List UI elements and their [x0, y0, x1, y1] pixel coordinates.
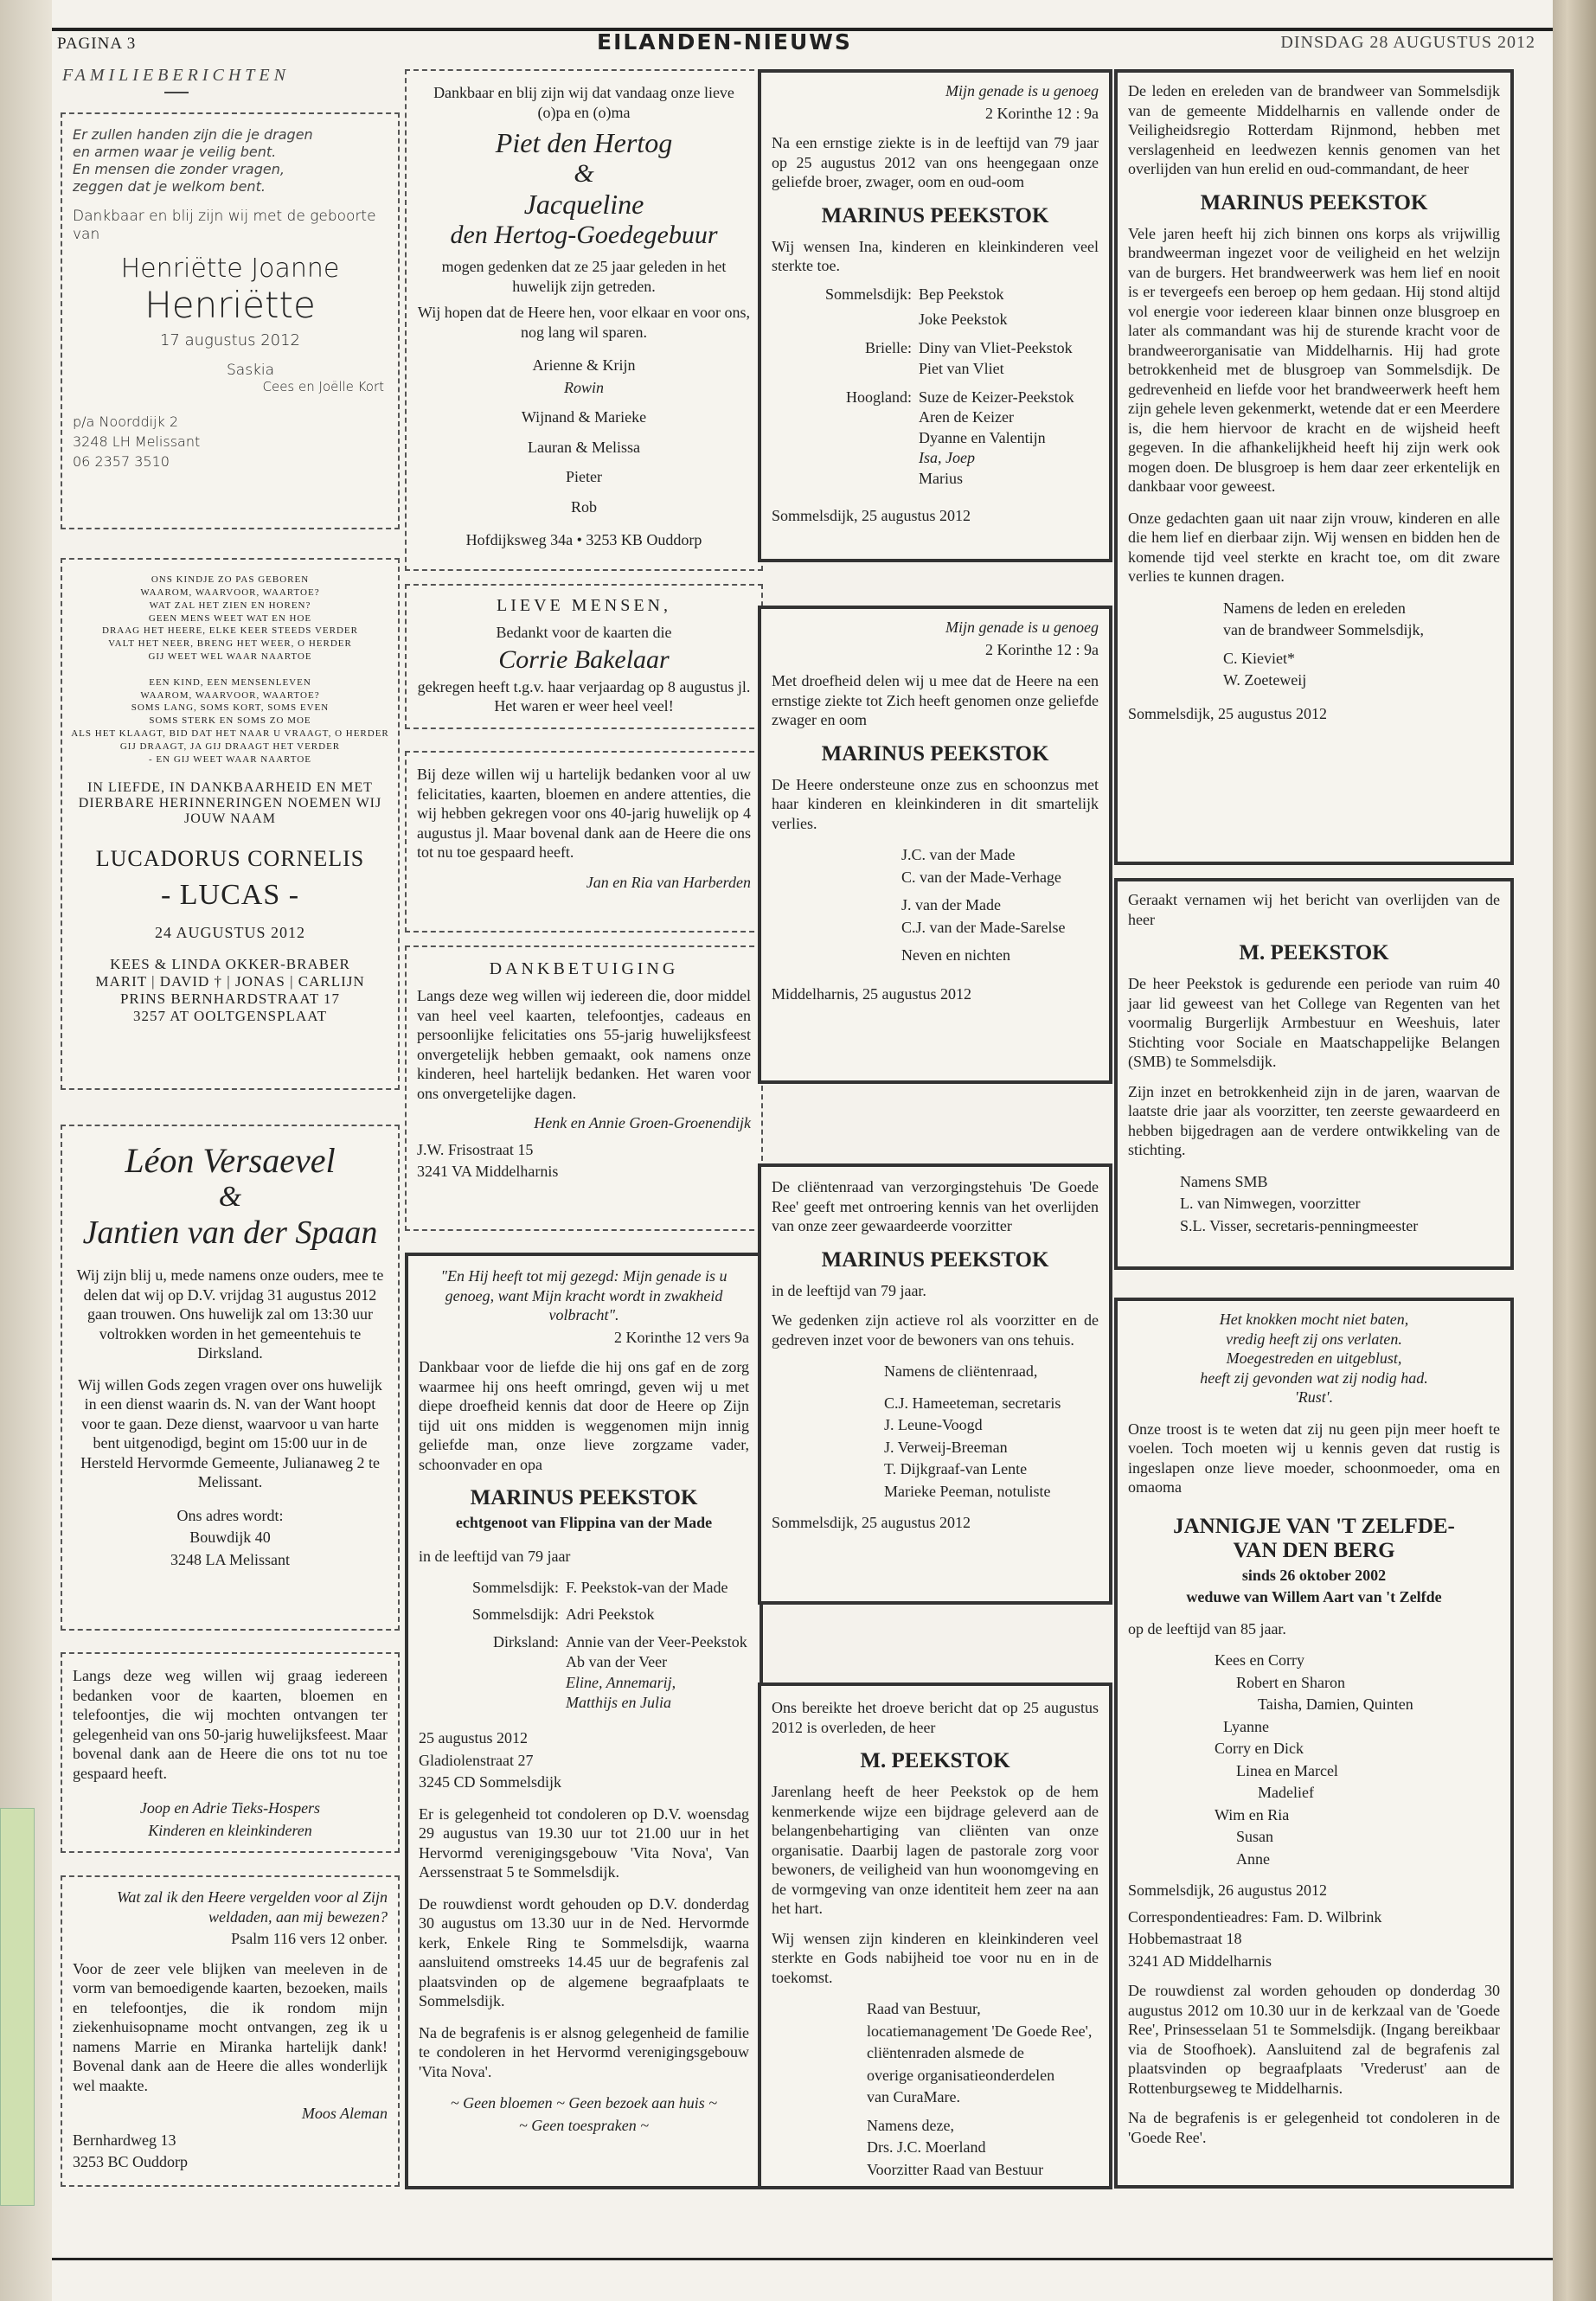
client-signer-3: J. Verweij-Breeman [884, 1438, 1008, 1456]
sibling-place-3: Hoogland: [846, 388, 912, 407]
family-closing-2: ~ Geen toespraken ~ [519, 2116, 649, 2134]
siblings-quote: Mijn genade is u genoeg [945, 82, 1099, 99]
aleman-signature: Moos Aleman [301, 2105, 388, 2122]
brandweer-text: De leden en ereleden van de brandweer van Sommelsdijk van de gemeente Middelharnis en vallende onder de Veiligheidsregio Rotterdam Rijnmond, hebben met verslagenheid en leedwezen kennis genomen van het overlijden van hun erelid en oud-commandant, de heer [1128, 82, 1500, 177]
harberden-text: Bij deze willen wij u hartelijk bedanken voor al uw felicitaties, kaarten, bloemen en andere attenties, die wij hebben gekregen voor ons 40-jarig huwelijk op 4 augustus jl. Maar bovenal dank aan de Heere die ons tot nu toe gespaard heeft. [417, 766, 751, 861]
bakelaar-text-1: Bedankt voor de kaarten die [496, 624, 672, 641]
family-address-1: Gladiolenstraat 27 [419, 1751, 534, 1769]
zelfde-name-2: VAN DEN BERG [1233, 1538, 1395, 1562]
relative-place-1: Sommelsdijk: [471, 1579, 559, 1596]
hertog-name-1: Piet den Hertog [495, 127, 673, 158]
aleman-address-2: 3253 BC Ouddorp [73, 2153, 189, 2170]
lucas-poem: ONS KINDJE ZO PAS GEBOREN WAAROM, WAARVOOR, WAARTOE? WAT ZAL HET ZIEN EN HOREN? GEEN MENS WEET WAT EN HOE DRAAG HET HEERE, ELKE KEER STEEDS VERDER VALT HET NEER, BRENG HET WEER, O HERDER GIJ WEET WEL WAAR NAARTOE EEN KIND, EEN MENSENLEVEN WAAROM, WAARVOOR, WAARTOE? SOMS LANG, SOMS KORT, SOMS EVEN SOMS STERK EN SOMS ZO MOE ALS HET KLAAGT, BID DAT HET NAAR U VRAAGT, O HERDER GIJ DRAAGT, JA GIJ DRAAGT HET VERDER - EN GIJ WEET WAAR NAARTOE [71, 574, 389, 765]
siblings-quote-ref: 2 Korinthe 12 : 9a [985, 104, 1099, 122]
birth-intro: Dankbaar en blij zijn wij met de geboorte van [73, 208, 376, 244]
family-spouse-line: echtgenoot van Flippina van der Made [455, 1514, 713, 1531]
aleman-quote-ref: Psalm 116 vers 12 onber. [231, 1930, 388, 1947]
family-condolence: Er is gelegenheid tot condoleren op D.V. woensdag 29 augustus van 19.30 uur tot 21.00 uur in het Hervormd verenigingsgebouw 'Vita Nova', Van Aerssenstraat 5 te Sommelsdijk. [419, 1804, 749, 1881]
brandweer-signer-3: C. Kieviet* [1223, 649, 1295, 667]
birth-date: 17 augustus 2012 [159, 330, 301, 349]
made-name-2: C. van der Made-Verhage [901, 868, 1061, 886]
family-age: in de leeftijd van 79 jaar [419, 1547, 571, 1565]
sibling-name-3b: Aren de Keizer [919, 408, 1014, 426]
siblings-text-2: Wij wensen Ina, kinderen en kleinkinderen veel sterkte toe. [772, 237, 1099, 274]
hertog-name-2: Jacqueline [523, 189, 644, 220]
hertog-text-2: Wij hopen dat de Heere hen, voor elkaar en voor ons, nog lang wil sparen. [417, 304, 751, 341]
bestuur-signer-6: Namens deze, [867, 2116, 954, 2134]
obituary-van-t-zelfde [1114, 1298, 1514, 2189]
sibling-name-1: Bep Peekstok [919, 285, 1004, 303]
zelfde-family-4: Lyanne [1223, 1717, 1269, 1735]
hertog-family-3: Lauran & Melissa [528, 438, 640, 456]
thanks-tieks [61, 1652, 400, 1853]
lucas-birth-date: 24 AUGUSTUS 2012 [154, 923, 306, 941]
groen-address-2: 3241 VA Middelharnis [417, 1163, 559, 1180]
sibling-name-2: Diny van Vliet-Peekstok [919, 339, 1073, 357]
lucas-street: PRINS BERNHARDSTRAAT 17 [119, 990, 341, 1007]
made-name-1: J.C. van der Made [901, 846, 1016, 863]
hertog-family-2: Wijnand & Marieke [521, 408, 647, 426]
relative-name-3: Annie van der Veer-Peekstok [566, 1632, 747, 1650]
tieks-signature-1: Joop en Adrie Tieks-Hospers [139, 1799, 321, 1817]
brandweer-signer-2: van de brandweer Sommelsdijk, [1223, 621, 1424, 638]
obituary-siblings [758, 69, 1112, 562]
sibling-place-2: Brielle: [865, 339, 912, 357]
family-date: 25 augustus 2012 [419, 1729, 528, 1747]
zelfde-family-2: Robert en Sharon [1236, 1673, 1345, 1691]
bestuur-text: Ons bereikte het droeve bericht dat op 25 augustus 2012 is overleden, de heer [772, 1699, 1099, 1736]
thanks-groen [405, 945, 763, 1231]
bride-name: Jantien van der Spaan [82, 1215, 378, 1251]
anniversary-den-hertog [405, 69, 763, 571]
relative-place-3: Dirksland: [493, 1632, 559, 1650]
bestuur-text-2: Jarenlang heeft de heer Peekstok op de hem kenmerkende wijze een bijdrage geleverd aan de belangenbehartiging van cliënten van onze organisatie. Daarbij lagen de pastorale zorg voor bewoners, de veiligheid van hun woonomgeving en de vormgeving van onze identiteit hem zeer na aan het hart. [772, 1783, 1099, 1917]
smb-signer-2: L. van Nimwegen, voorzitter [1180, 1195, 1361, 1212]
client-deceased-name: MARINUS PEEKSTOK [821, 1247, 1049, 1272]
wedding-ampersand: & [218, 1181, 242, 1213]
obituary-smb [1114, 878, 1514, 1270]
zelfde-family-6: Linea en Marcel [1236, 1761, 1338, 1779]
zelfde-since: sinds 26 oktober 2002 [1241, 1566, 1387, 1584]
zelfde-family-8: Wim en Ria [1215, 1805, 1290, 1823]
hertog-name-3: den Hertog-Goedegebuur [450, 221, 718, 249]
birth-poem: Er zullen handen zijn die je dragen en armen waar je veilig bent. En mensen die zonder vragen, zeggen dat je welkom bent. [73, 126, 313, 195]
lucas-siblings: MARIT | DAVID † | JONAS | CARLIJN [95, 972, 365, 990]
bakelaar-name: Corrie Bakelaar [498, 644, 670, 674]
brandweer-signer-1: Namens de leden en ereleden [1223, 599, 1406, 617]
groen-heading: DANKBETUIGING [489, 959, 679, 978]
client-signer-2: J. Leune-Voogd [884, 1416, 983, 1433]
thanks-harberden [405, 751, 763, 933]
relative-name-3c: Eline, Annemarij, [566, 1673, 676, 1691]
relative-name-3b: Ab van der Veer [566, 1653, 668, 1671]
section-underline [164, 92, 189, 93]
smb-text-2: De heer Peekstok is gedurende een periode van ruim 40 jaar lid geweest van het College van Regenten van het voormalig Burgerlijk Armbestuur en Weeshuis, later Stichting voor Sociale en Maatschappelijke Belangen (SMB) te Sommelsdijk. [1128, 975, 1500, 1070]
client-age: in de leeftijd van 79 jaar. [772, 1281, 926, 1299]
client-signer-1: C.J. Hameeteman, secretaris [884, 1394, 1061, 1412]
adjacent-page-green-block [0, 1808, 35, 2206]
zelfde-family-9: Susan [1236, 1828, 1274, 1845]
brandweer-signer-4: W. Zoeteweij [1223, 671, 1307, 689]
brandweer-text-3: Onze gedachten gaan uit naar zijn vrouw, kinderen en alle die hem lief en dierbaar zijn. Wij wensen en bidden hen de komende tijd veel sterkte en kracht toe, om dit zware verlies te kunnen dragen. [1128, 509, 1500, 585]
zelfde-widow: weduwe van Willem Aart van 't Zelfde [1186, 1588, 1442, 1606]
bestuur-signer-8: Voorzitter Raad van Bestuur [867, 2160, 1044, 2178]
client-text-2: We gedenken zijn actieve rol als voorzitter en de gedreven inzet voor de bewoners van ons tehuis. [772, 1311, 1099, 1349]
wedding-text-1: Wij zijn blij u, mede namens onze ouders, mee te delen dat wij op D.V. vrijdag 31 augustus 2012 gaan trouwen. Ons huwelijk zal om 13:30 uur voltrokken worden in het gemeentehuis te Dirksland. [76, 1266, 384, 1362]
made-quote: Mijn genade is u genoeg [945, 619, 1099, 636]
zelfde-correspondence-city: 3241 AD Middelharnis [1128, 1952, 1272, 1970]
groen-signature: Henk en Annie Groen-Groenendijk [534, 1114, 751, 1131]
relative-place-2: Sommelsdijk: [471, 1606, 559, 1624]
obituary-clientenraad [758, 1163, 1112, 1605]
hertog-family-1: Arienne & Krijn [532, 356, 636, 374]
sibling-name-3d: Isa, Joep [919, 449, 975, 467]
smb-text: Geraakt vernamen wij het bericht van overlijden van de heer [1128, 891, 1500, 928]
aleman-text: Voor de zeer vele blijken van meeleven in de vorm van bemoedigende kaarten, bezoeken, mails en telefoontjes, die ik rondom mijn ziekenhuisopname mocht ontvangen, zeg ik u namens Marrie en Miranka hartelijk dank! Bovenal dank aan de Heere die alles wonderlijk wel maakte. [73, 1959, 388, 2094]
relative-name-3d: Matthijs en Julia [566, 1693, 671, 1711]
zelfde-text: Onze troost is te weten dat zij nu geen pijn meer hoeft te voelen. Toch moeten wij u kennis geven dat rustig is ingeslapen onze lieve moeder, schoonmoeder, oma en omaoma [1128, 1420, 1500, 1496]
groen-text: Langs deze weg willen wij iedereen die, door middel van heel veel kaarten, telefoontjes, cadeaus en persoonlijke felicitaties ons 55-jarig huwelijksfeest onvergetelijk hebben gemaakt, ook namens onze kinderen, heel hartelijk bedanken. Het waren voor ons onvergetelijke dagen. [417, 987, 751, 1102]
client-signer-0: Namens de cliëntenraad, [884, 1362, 1038, 1380]
phone-number: 06 2357 3510 [73, 452, 170, 470]
bestuur-signer-7: Drs. J.C. Moerland [867, 2138, 986, 2156]
brandweer-text-2: Vele jaren heeft hij zich binnen ons korps als vrijwillig brandweerman ingezet voor de veiligheid en het welzijn van de burgers. Het brandweerwerk was hem lief en nooit is er tevergeefs een beroep op hem gedaan. Hij stond altijd vol energie voor iedereen klaar binnen onze blusgroep en later als commandant was hij de sturende kracht voor de brandweerorganisatie van Middelharnis. Hij had grote betrokkenheid met de blusgroep van Sommelsdijk. De gedrevenheid en liefde voor het brandweerwerk heeft hem zijn gehele leven gekenmerkt, wetende dat er een Meerdere is, die hem hiervoor de kracht en de wijsheid heeft gegeven. In die afhankelijkheid heeft hij zijn werk ook mogen doen. De blusgroep is hem daar zeer erkentelijk en dankbaar voor geweest. [1128, 224, 1500, 495]
client-signer-5: Marieke Peeman, notuliste [884, 1482, 1051, 1500]
bestuur-signer-1: Raad van Bestuur, [867, 2000, 981, 2017]
zelfde-correspondence-street: Hobbemastraat 18 [1128, 1930, 1242, 1947]
zelfde-name-1: JANNIGJE VAN 'T ZELFDE- [1173, 1514, 1455, 1538]
bakelaar-heading: LIEVE MENSEN, [497, 596, 671, 615]
aleman-address-1: Bernhardweg 13 [73, 2131, 176, 2149]
parents-names: Cees en Joëlle Kort [262, 378, 384, 394]
brandweer-deceased-name: MARINUS PEEKSTOK [1200, 190, 1428, 215]
lucas-call-name: - LUCAS - [160, 878, 300, 911]
zelfde-correspondence: Correspondentieadres: Fam. D. Wilbrink [1128, 1907, 1382, 1926]
made-name-5: Neven en nichten [901, 946, 1010, 964]
family-relatives [408, 1578, 760, 1713]
sibling-place-1: Sommelsdijk: [824, 285, 912, 303]
family-funeral: De rouwdienst wordt gehouden op D.V. donderdag 30 augustus om 13.30 uur in de Ned. Hervormde kerk, Enkele Ring te Sommelsdijk, waarna aansluitend omstreeks 14.45 uur de begrafenis zal plaatsvinden op de algemene begraafplaats te Sommelsdijk. [419, 1894, 749, 2010]
hertog-family-1b: Rowin [563, 378, 604, 396]
zelfde-poem: Het knokken mocht niet baten, vredig heeft zij ons verlaten. Moegestreden en uitgeblust, heeft zij gevonden wat zij nodig had. 'Rust'. [1200, 1311, 1428, 1406]
hertog-address: Hofdijksweg 34a • 3253 KB Ouddorp [465, 531, 702, 548]
new-address-label: Ons adres wordt: [176, 1506, 284, 1524]
siblings-text: Na een ernstige ziekte is in de leeftijd van 79 jaar op 25 augustus 2012 van ons heengegaan onze geliefde broer, zwager, oom en oud-oom [772, 134, 1099, 190]
baby-full-name: Henriëtte Joanne [120, 253, 340, 284]
harberden-signature: Jan en Ria van Harberden [586, 873, 751, 891]
made-quote-ref: 2 Korinthe 12 : 9a [985, 640, 1099, 658]
sibling-name-3e: Marius [919, 469, 963, 487]
brandweer-date: Sommelsdijk, 25 augustus 2012 [1128, 704, 1328, 722]
obituary-family [405, 1253, 763, 2189]
client-date: Sommelsdijk, 25 augustus 2012 [772, 1514, 971, 1531]
zelfde-family-10: Anne [1236, 1849, 1270, 1868]
sibling-name-3: Suze de Keizer-Peekstok [919, 388, 1074, 407]
family-quote: "En Hij heeft tot mij gezegd: Mijn genade is u genoeg, want Mijn kracht wordt in zwakheid volbracht". [440, 1267, 727, 1324]
relative-name-1: F. Peekstok-van der Made [566, 1579, 728, 1596]
birth-announcement-henriette [61, 112, 400, 529]
bottom-rule [52, 2258, 1553, 2260]
issue-date: DINSDAG 28 AUGUSTUS 2012 [1280, 33, 1535, 52]
family-quote-ref: 2 Korinthe 12 vers 9a [614, 1328, 749, 1346]
lucas-full-name: LUCADORUS CORNELIS [95, 845, 365, 871]
zelfde-family-5: Corry en Dick [1215, 1740, 1304, 1757]
siblings-deceased-name: MARINUS PEEKSTOK [821, 203, 1049, 228]
groom-name: Léon Versaevel [125, 1141, 336, 1180]
family-address-2: 3245 CD Sommelsdijk [419, 1773, 562, 1791]
thanks-aleman [61, 1875, 400, 2187]
newspaper-title: EILANDEN-NIEUWS [597, 29, 852, 54]
sibling-name-1b: Joke Peekstok [919, 310, 1008, 328]
bestuur-text-3: Wij wensen zijn kinderen en kleinkinderen veel sterkte en Gods nabijheid toe voor nu en in de toekomst. [772, 1929, 1099, 1986]
page-edge-binding [1548, 0, 1596, 2301]
lucas-city: 3257 AT OOLTGENSPLAAT [132, 1007, 328, 1024]
smb-signer-1: Namens SMB [1180, 1172, 1268, 1190]
sibling-name-2b: Piet van Vliet [919, 359, 1004, 377]
made-text-2: De Heere ondersteune onze zus en schoonzus met haar kinderen en kleinkinderen in dit smartelijk verlies. [772, 775, 1099, 832]
new-address-city: 3248 LA Melissant [170, 1550, 290, 1568]
family-closing-1: ~ Geen bloemen ~ Geen bezoek aan huis ~ [450, 2094, 718, 2112]
bestuur-deceased-name: M. PEEKSTOK [860, 1749, 1010, 1772]
zelfde-family-1: Kees en Corry [1215, 1651, 1304, 1669]
obituary-van-der-made [758, 606, 1112, 1084]
sibling-name: Saskia [227, 361, 275, 379]
tieks-signature-2: Kinderen en kleinkinderen [148, 1821, 312, 1839]
zelfde-after-funeral: Na de begrafenis is er gelegenheid tot condoleren in de 'Goede Ree'. [1128, 2109, 1500, 2146]
hertog-intro: Dankbaar en blij zijn wij dat vandaag onze lieve (o)pa en (o)ma [433, 84, 734, 121]
zelfde-funeral: De rouwdienst zal worden gehouden op donderdag 30 augustus 2012 om 10.30 uur in de kerkzaal van de 'Goede Ree', Prinsesselaan 51 te Sommelsdijk. (Ingang bereikbaar via de Stoofhoek). Aansluitend zal de begrafenis zal plaatsvinden op begraafplaats 'Vrederust' aan de Rottenburgseweg te Middelharnis. [1128, 1982, 1500, 2097]
newspaper-page [52, 0, 1553, 2301]
section-title: FAMILIEBERICHTEN [62, 66, 290, 85]
lucas-memorial-text: IN LIEFDE, IN DANKBAARHEID EN MET DIERBARE HERINNERINGEN NOEMEN WIJ JOUW NAAM [78, 779, 382, 826]
hertog-family-4: Pieter [566, 468, 602, 485]
made-name-3: J. van der Made [901, 896, 1001, 913]
made-date: Middelharnis, 25 augustus 2012 [772, 984, 971, 1003]
smb-deceased-name: M. PEEKSTOK [1239, 941, 1389, 965]
address-line-1: p/a Noorddijk 2 [73, 413, 179, 430]
family-after-funeral: Na de begrafenis is er alsnog gelegenheid de familie te condoleren in het Hervormd verenigingsgebouw 'Vita Nova'. [419, 2023, 749, 2080]
wedding-text-2: Wij willen Gods zegen vragen over ons huwelijk in een dienst waarin ds. N. van der Want hoopt voor te gaan. Deze dienst, waarvoor u van harte bent uitgenodigd, begint om 15:00 uur in de Hersteld Hervormde Gemeente, Julianaweg 2 te Melissant. [78, 1375, 382, 1490]
family-text: Dankbaar voor de liefde die hij ons gaf en de zorg waarmee hij ons heeft omringd, geven wij u met diepe droefheid kennis dat door de Heere op Zijn tijd uit ons midden is weggenomen mijn innig geliefde man, onze lieve zorgzame vader, schoonvader en opa [419, 1358, 749, 1473]
family-deceased-name: MARINUS PEEKSTOK [470, 1486, 698, 1509]
lucas-parents: KEES & LINDA OKKER-BRABER [110, 955, 350, 972]
address-line-2: 3248 LH Melissant [73, 433, 201, 450]
sibling-name-3c: Dyanne en Valentijn [919, 428, 1046, 446]
baby-call-name: Henriëtte [144, 283, 316, 326]
client-text: De cliëntenraad van verzorgingstehuis 'De Goede Ree' geeft met ontroering kennis van het overlijden van onze zeer gewaardeerde voorzitter [772, 1178, 1099, 1234]
bestuur-signer-3: cliëntenraden alsmede de [867, 2044, 1024, 2061]
new-address-street: Bouwdijk 40 [189, 1529, 271, 1546]
bestuur-signer-4: overige organisatieonderdelen [867, 2066, 1055, 2084]
bestuur-signer-2: locatiemanagement 'De Goede Ree', [867, 2022, 1093, 2040]
aleman-quote: Wat zal ik den Heere vergelden voor al Zijn weldaden, aan mij bewezen? [117, 1888, 388, 1926]
bakelaar-text-2: gekregen heeft t.g.v. haar verjaardag op 8 augustus jl. Het waren er weer heel veel! [417, 677, 751, 715]
siblings-relatives [761, 285, 1109, 490]
zelfde-date: Sommelsdijk, 26 augustus 2012 [1128, 1881, 1328, 1899]
made-deceased-name: MARINUS PEEKSTOK [821, 741, 1049, 766]
hertog-text-1: mogen gedenken dat ze 25 jaar geleden in het huwelijk zijn getreden. [441, 258, 727, 295]
client-signer-4: T. Dijkgraaf-van Lente [884, 1460, 1028, 1477]
hertog-family-5: Rob [570, 497, 597, 516]
hertog-ampersand: & [574, 159, 594, 188]
thanks-bakelaar [405, 584, 763, 729]
made-text: Met droefheid delen wij u mee dat de Heere na een ernstige ziekte tot Zich heeft genomen onze geliefde zwager en oom [772, 672, 1099, 728]
birth-announcement-lucas [61, 558, 400, 1090]
smb-signer-3: S.L. Visser, secretaris-penningmeester [1180, 1216, 1419, 1234]
relative-name-2: Adri Peekstok [566, 1606, 655, 1624]
zelfde-family-7: Madelief [1258, 1784, 1314, 1801]
obituary-brandweer [1114, 69, 1514, 865]
zelfde-family-3: Taisha, Damien, Quinten [1258, 1695, 1413, 1713]
smb-text-3: Zijn inzet en betrokkenheid zijn in de jaren, waarvan de laatste drie jaar als voorzitter, ten zeerste gewaardeerd en hebben bijgedragen aan de verdere ontwikkeling van de stichting. [1128, 1082, 1500, 1158]
zelfde-age: op de leeftijd van 85 jaar. [1128, 1619, 1286, 1638]
wedding-announcement [61, 1125, 400, 1631]
obituary-raad-van-bestuur [758, 1682, 1112, 2189]
tieks-text: Langs deze weg willen wij graag iedereen bedanken voor de kaarten, bloemen en telefoontjes, die wij mochten ontvangen ter gelegenheid van ons 50-jarig huwelijksfeest. Maar bovenal dank aan de Heere die ons tot nu toe gespaard heeft. [73, 1667, 388, 1782]
adjacent-page-strip [0, 0, 52, 2301]
page-number: PAGINA 3 [57, 35, 137, 53]
made-name-4: C.J. van der Made-Sarelse [901, 918, 1066, 936]
groen-address-1: J.W. Frisostraat 15 [417, 1140, 534, 1158]
siblings-date: Sommelsdijk, 25 augustus 2012 [772, 507, 971, 525]
bestuur-signer-5: van CuraMare. [867, 2088, 960, 2106]
